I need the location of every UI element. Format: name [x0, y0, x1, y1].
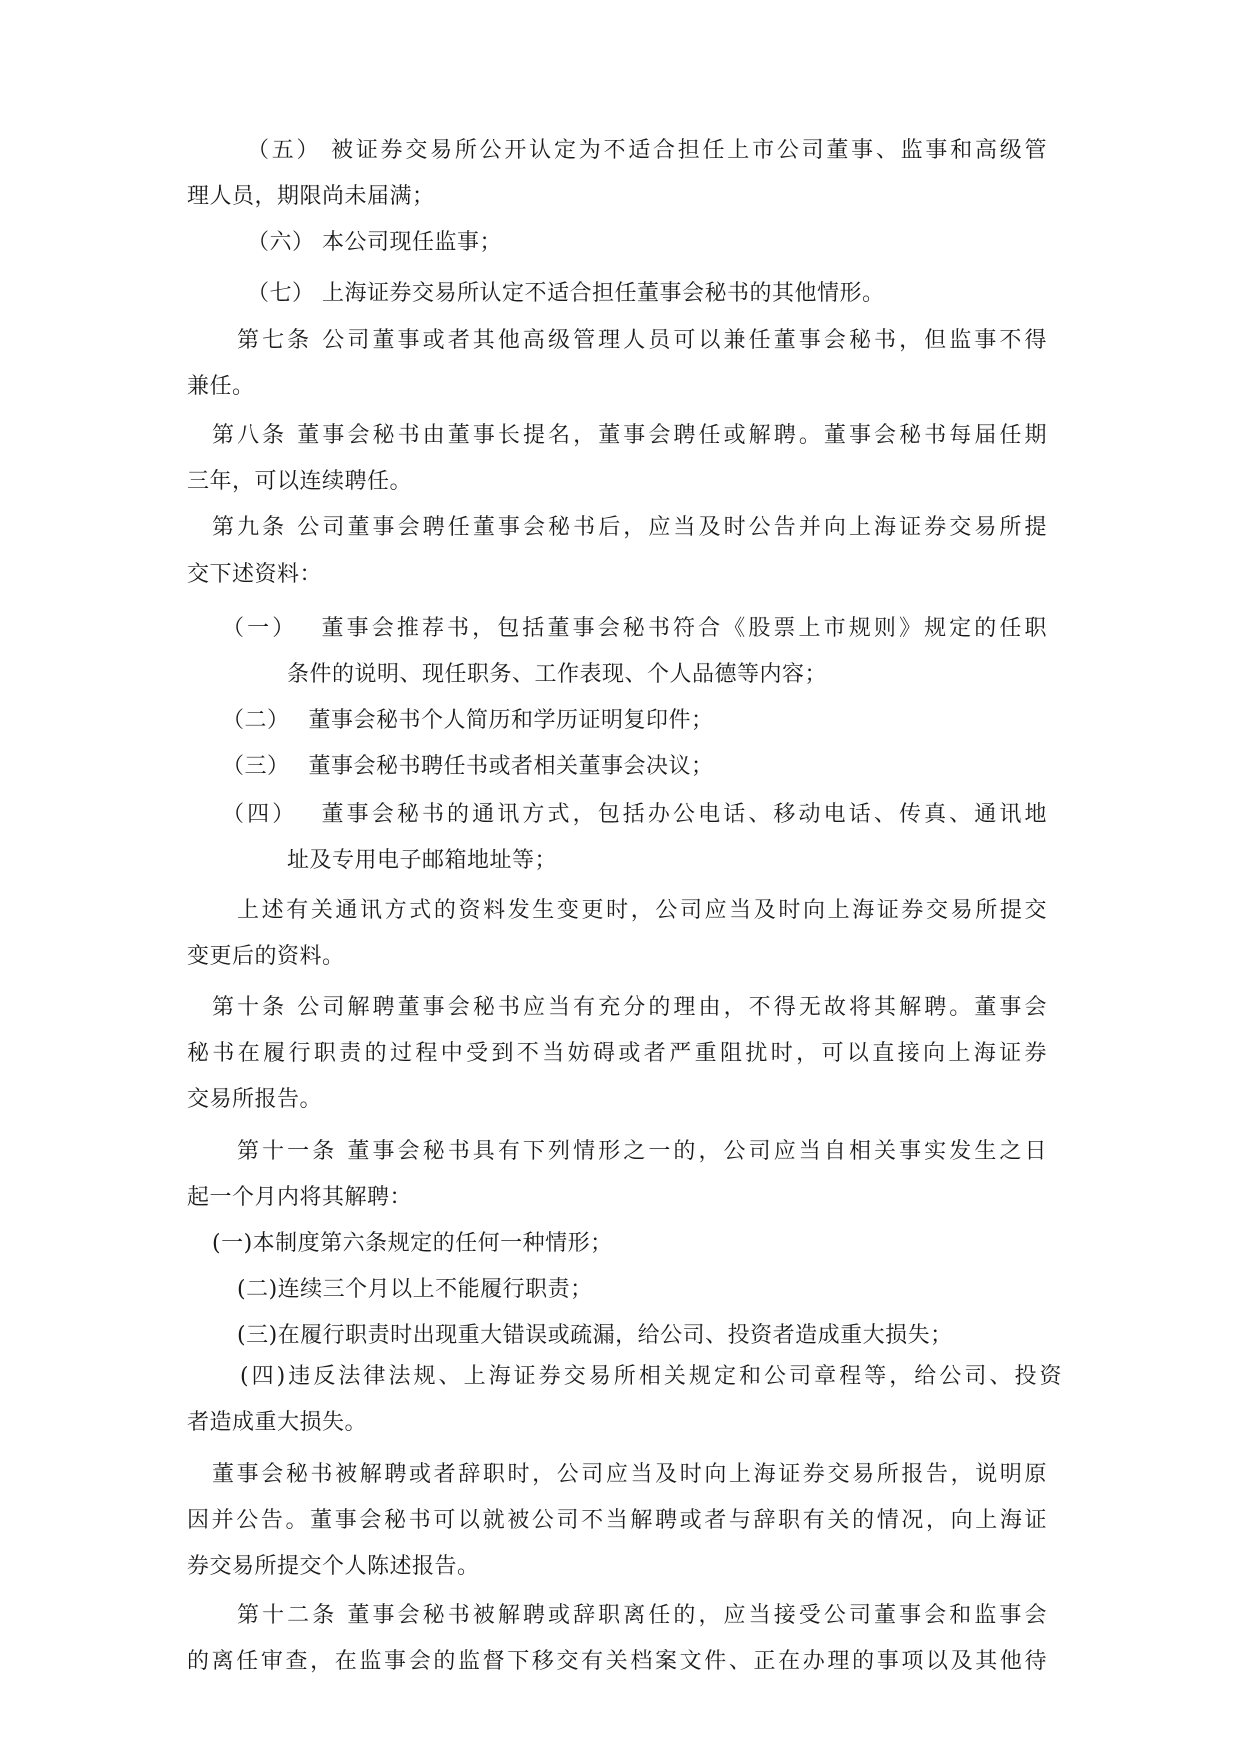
text-line: 三年，可以连续聘任。 — [187, 469, 413, 494]
text-line: 址及专用电子邮箱地址等； — [287, 848, 558, 873]
text-line: （一） 董事会推荐书，包括董事会秘书符合《股票上市规则》规定的任职 — [222, 616, 1047, 641]
text-line: （四） 董事会秘书的通讯方式，包括办公电话、移动电话、传真、通讯地 — [222, 802, 1047, 827]
text-line: 第十条 公司解聘董事会秘书应当有充分的理由，不得无故将其解聘。董事会 — [212, 995, 1047, 1020]
text-line: 董事会秘书被解聘或者辞职时，公司应当及时向上海证券交易所报告，说明原 — [212, 1462, 1047, 1487]
text-line: 变更后的资料。 — [187, 944, 345, 969]
text-line: 起一个月内将其解聘： — [187, 1185, 413, 1210]
text-line: 秘书在履行职责的过程中受到不当妨碍或者严重阻扰时，可以直接向上海证券 — [187, 1041, 1047, 1066]
text-line: （六） 本公司现任监事； — [247, 230, 502, 255]
text-line: 者造成重大损失。 — [187, 1410, 368, 1435]
text-line: 因并公告。董事会秘书可以就被公司不当解聘或者与辞职有关的情况，向上海证 — [187, 1508, 1047, 1533]
text-line: 兼任。 — [187, 374, 255, 399]
text-line: 第七条 公司董事或者其他高级管理人员可以兼任董事会秘书，但监事不得 — [237, 328, 1047, 353]
text-line: (三)在履行职责时出现重大错误或疏漏，给公司、投资者造成重大损失； — [237, 1323, 953, 1348]
text-line: (一)本制度第六条规定的任何一种情形； — [212, 1231, 613, 1256]
text-line: 上述有关通讯方式的资料发生变更时，公司应当及时向上海证券交易所提交 — [237, 898, 1047, 923]
text-line: (四)违反法律法规、上海证券交易所相关规定和公司章程等，给公司、投资 — [240, 1364, 1062, 1389]
text-line: (二)连续三个月以上不能履行职责； — [237, 1277, 593, 1302]
text-line: 第九条 公司董事会聘任董事会秘书后，应当及时公告并向上海证券交易所提 — [212, 515, 1047, 540]
text-line: （二） 董事会秘书个人简历和学历证明复印件； — [222, 708, 714, 733]
text-line: 第十二条 董事会秘书被解聘或辞职离任的，应当接受公司董事会和监事会 — [237, 1603, 1047, 1628]
text-line: 第八条 董事会秘书由董事长提名，董事会聘任或解聘。董事会秘书每届任期 — [212, 423, 1047, 448]
text-line: 的离任审查，在监事会的监督下移交有关档案文件、正在办理的事项以及其他待 — [187, 1649, 1047, 1674]
text-line: （七） 上海证券交易所认定不适合担任董事会秘书的其他情形。 — [247, 281, 885, 306]
text-line: （三） 董事会秘书聘任书或者相关董事会决议； — [222, 754, 714, 779]
text-line: 理人员，期限尚未届满； — [187, 184, 435, 209]
text-line: 交易所报告。 — [187, 1087, 323, 1112]
text-line: 第十一条 董事会秘书具有下列情形之一的，公司应当自相关事实发生之日 — [237, 1139, 1047, 1164]
text-line: 条件的说明、现任职务、工作表现、个人品德等内容； — [287, 662, 828, 687]
text-line: 券交易所提交个人陈述报告。 — [187, 1554, 480, 1579]
text-line: 交下述资料： — [187, 562, 323, 587]
text-line: （五） 被证券交易所公开认定为不适合担任上市公司董事、监事和高级管 — [247, 138, 1047, 163]
